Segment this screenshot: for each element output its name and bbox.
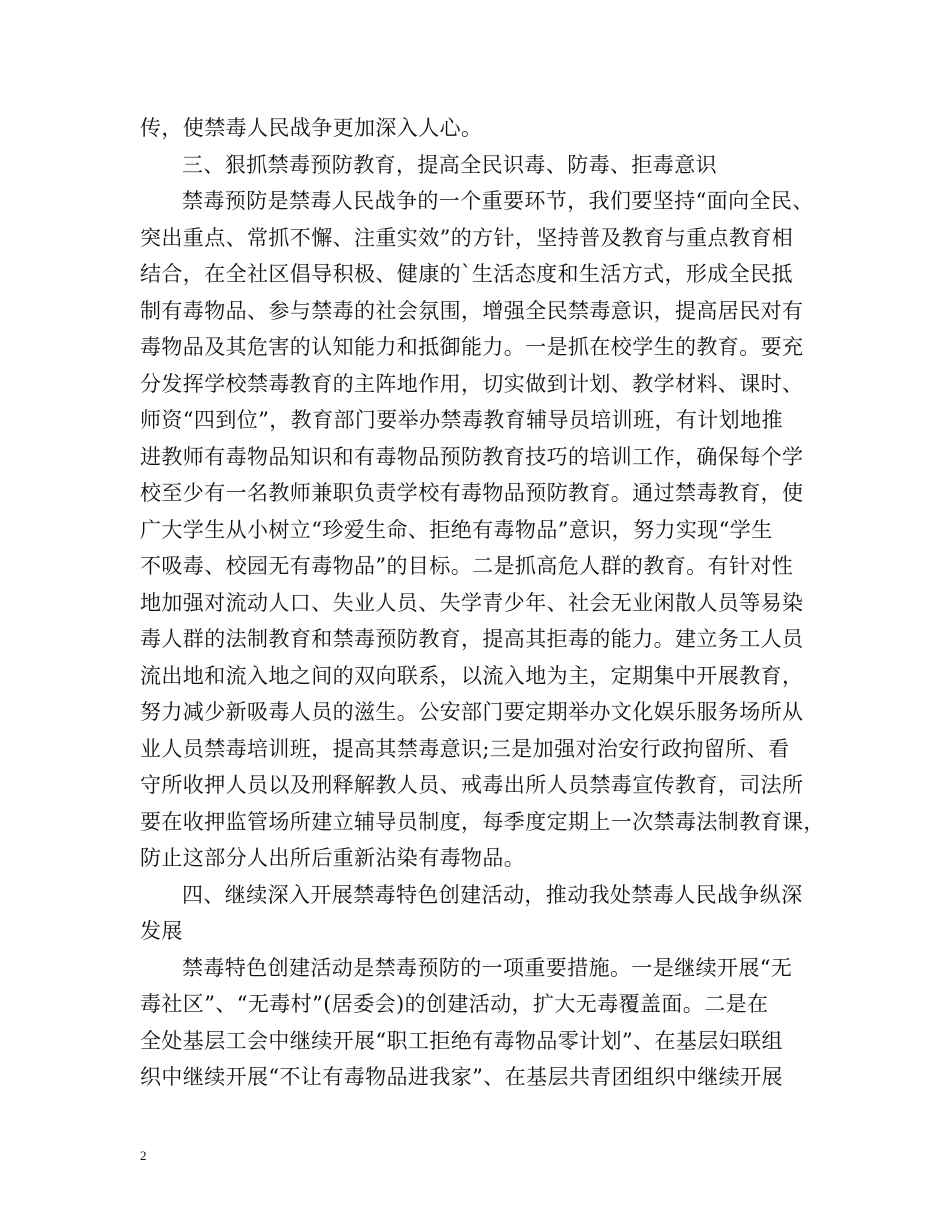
text-line: 广大学生从小树立“珍爱生命、拒绝有毒物品”意识，努力实现“学生: [140, 517, 773, 542]
text-line: 分发挥学校禁毒教育的主阵地作用，切实做到计划、教学材料、课时、: [140, 371, 804, 396]
paragraph-first-line: 三、狠抓禁毒预防教育，提高全民识毒、防毒、拒毒意识: [182, 152, 717, 177]
text-line: 毒社区”、“无毒村”(居委会)的创建活动，扩大无毒覆盖面。二是在: [140, 992, 769, 1016]
text-line: 业人员禁毒培训班，提高其禁毒意识;三是加强对治安行政拘留所、看: [140, 736, 790, 761]
text-line: 结合，在全社区倡导积极、健康的`生活态度和生活方式，形成全民抵: [140, 262, 793, 286]
text-line: 织中继续开展“不让有毒物品进我家”、在基层共青团组织中继续开展: [140, 1065, 783, 1089]
text-line: 不吸毒、校园无有毒物品”的目标。二是抓高危人群的教育。有针对性: [140, 554, 794, 578]
text-line: 突出重点、常抓不懈、注重实效”的方针，坚持普及教育与重点教育相: [140, 225, 794, 250]
document-body: [140, 110, 830, 1096]
text-line: 守所收押人员以及刑释解教人员、戒毒出所人员禁毒宣传教育，司法所: [140, 773, 804, 797]
text-line: 制有毒物品、参与禁毒的社会氛围，增强全民禁毒意识，提高居民对有: [140, 298, 804, 323]
paragraph-first-line: 禁毒预防是禁毒人民战争的一个重要环节，我们要坚持“面向全民、: [182, 189, 814, 213]
text-line: 发展: [140, 919, 183, 943]
paragraph-first-line: 四、继续深入开展禁毒特色创建活动，推动我处禁毒人民战争纵深: [182, 882, 803, 907]
text-line: 要在收押监管场所建立辅导员制度，每季度定期上一次禁毒法制教育课，: [140, 809, 825, 834]
text-line: 努力减少新吸毒人员的滋生。公安部门要定期举办文化娱乐服务场所从: [140, 700, 804, 724]
text-line: 流出地和流入地之间的双向联系，以流入地为主，定期集中开展教育，: [140, 663, 804, 688]
text-line: 地加强对流动人口、失业人员、失学青少年、社会无业闲散人员等易染: [140, 590, 804, 615]
text-line: 全处基层工会中继续开展“职工拒绝有毒物品零计划”、在基层妇联组: [140, 1028, 783, 1053]
text-line: 防止这部分人出所后重新沾染有毒物品。: [140, 846, 526, 870]
text-line: 毒物品及其危害的认知能力和抵御能力。一是抓在校学生的教育。要充: [140, 335, 804, 359]
page-number: 2: [140, 1148, 147, 1163]
text-line: 校至少有一名教师兼职负责学校有毒物品预防教育。通过禁毒教育，使: [140, 481, 804, 505]
text-line: 师资“四到位”，教育部门要举办禁毒教育辅导员培训班，有计划地推: [140, 408, 783, 432]
paragraph-first-line: 禁毒特色创建活动是禁毒预防的一项重要措施。一是继续开展“无: [182, 955, 793, 980]
text-line: 进教师有毒物品知识和有毒物品预防教育技巧的培训工作，确保每个学: [140, 444, 804, 469]
text-line: 毒人群的法制教育和禁毒预防教育，提高其拒毒的能力。建立务工人员: [140, 627, 804, 651]
text-line: 传，使禁毒人民战争更加深入人心。: [140, 116, 483, 140]
